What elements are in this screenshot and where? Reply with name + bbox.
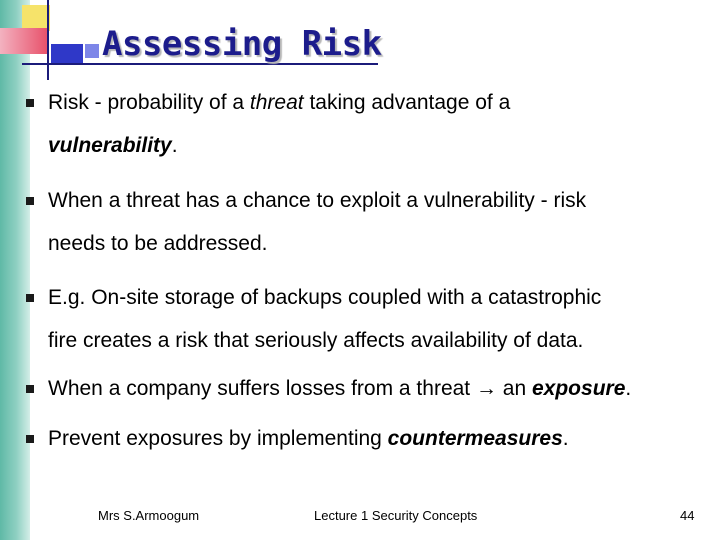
arrow-right-icon: → bbox=[475, 377, 497, 400]
bullet-line bbox=[48, 222, 708, 265]
bullet-line bbox=[48, 124, 708, 167]
bullet-line bbox=[48, 367, 708, 410]
footer-course-title: Lecture 1 Security Concepts bbox=[314, 508, 478, 523]
bullet-text-run: Prevent exposures by implementing bbox=[48, 427, 388, 450]
bullet-text-run: . bbox=[171, 134, 178, 157]
bullet-text-run: vulnerability bbox=[48, 134, 172, 157]
square-bullet-icon bbox=[26, 99, 34, 107]
logo-red-square bbox=[0, 28, 48, 54]
bullet-line bbox=[48, 276, 708, 319]
square-bullet-icon bbox=[26, 294, 34, 302]
square-bullet-icon bbox=[26, 197, 34, 205]
square-bullet-icon bbox=[26, 385, 34, 393]
bullet-line bbox=[48, 179, 708, 222]
slide-title: Assessing Risk bbox=[102, 24, 382, 64]
bullet-line bbox=[48, 81, 708, 124]
bullet-text-run: When a threat has a chance to exploit a vulnerability - risk bbox=[48, 189, 587, 212]
bullet-text-run: . bbox=[562, 427, 569, 450]
footer-author: Mrs S.Armoogum bbox=[98, 508, 200, 523]
bullet-text-run: an bbox=[496, 377, 532, 400]
bullet-text-run: countermeasures bbox=[387, 427, 563, 450]
bullet-line bbox=[48, 319, 708, 362]
logo-blue-square bbox=[51, 44, 83, 64]
bullet-line bbox=[48, 417, 708, 460]
footer-page-number: 44 bbox=[680, 508, 695, 523]
logo-light-blue-square bbox=[85, 44, 99, 58]
bullet-text-run: taking advantage of a bbox=[303, 91, 511, 114]
side-accent-band bbox=[0, 0, 30, 540]
bullet-text-run: Risk - probability of a bbox=[48, 91, 250, 114]
bullet-text-run: . bbox=[625, 377, 632, 400]
bullet-text-run: When a company suffers losses from a threat bbox=[48, 377, 476, 400]
bullet-text-run: threat bbox=[249, 91, 304, 114]
square-bullet-icon bbox=[26, 435, 34, 443]
bullet-text-run: needs to be addressed. bbox=[48, 232, 268, 255]
bullet-text-run: fire creates a risk that seriously affects availability of data. bbox=[48, 329, 584, 352]
bullet-text-run: exposure bbox=[532, 377, 626, 400]
bullet-text-run: E.g. On-site storage of backups coupled with a catastrophic bbox=[48, 286, 602, 309]
logo-vertical-line bbox=[47, 0, 49, 80]
